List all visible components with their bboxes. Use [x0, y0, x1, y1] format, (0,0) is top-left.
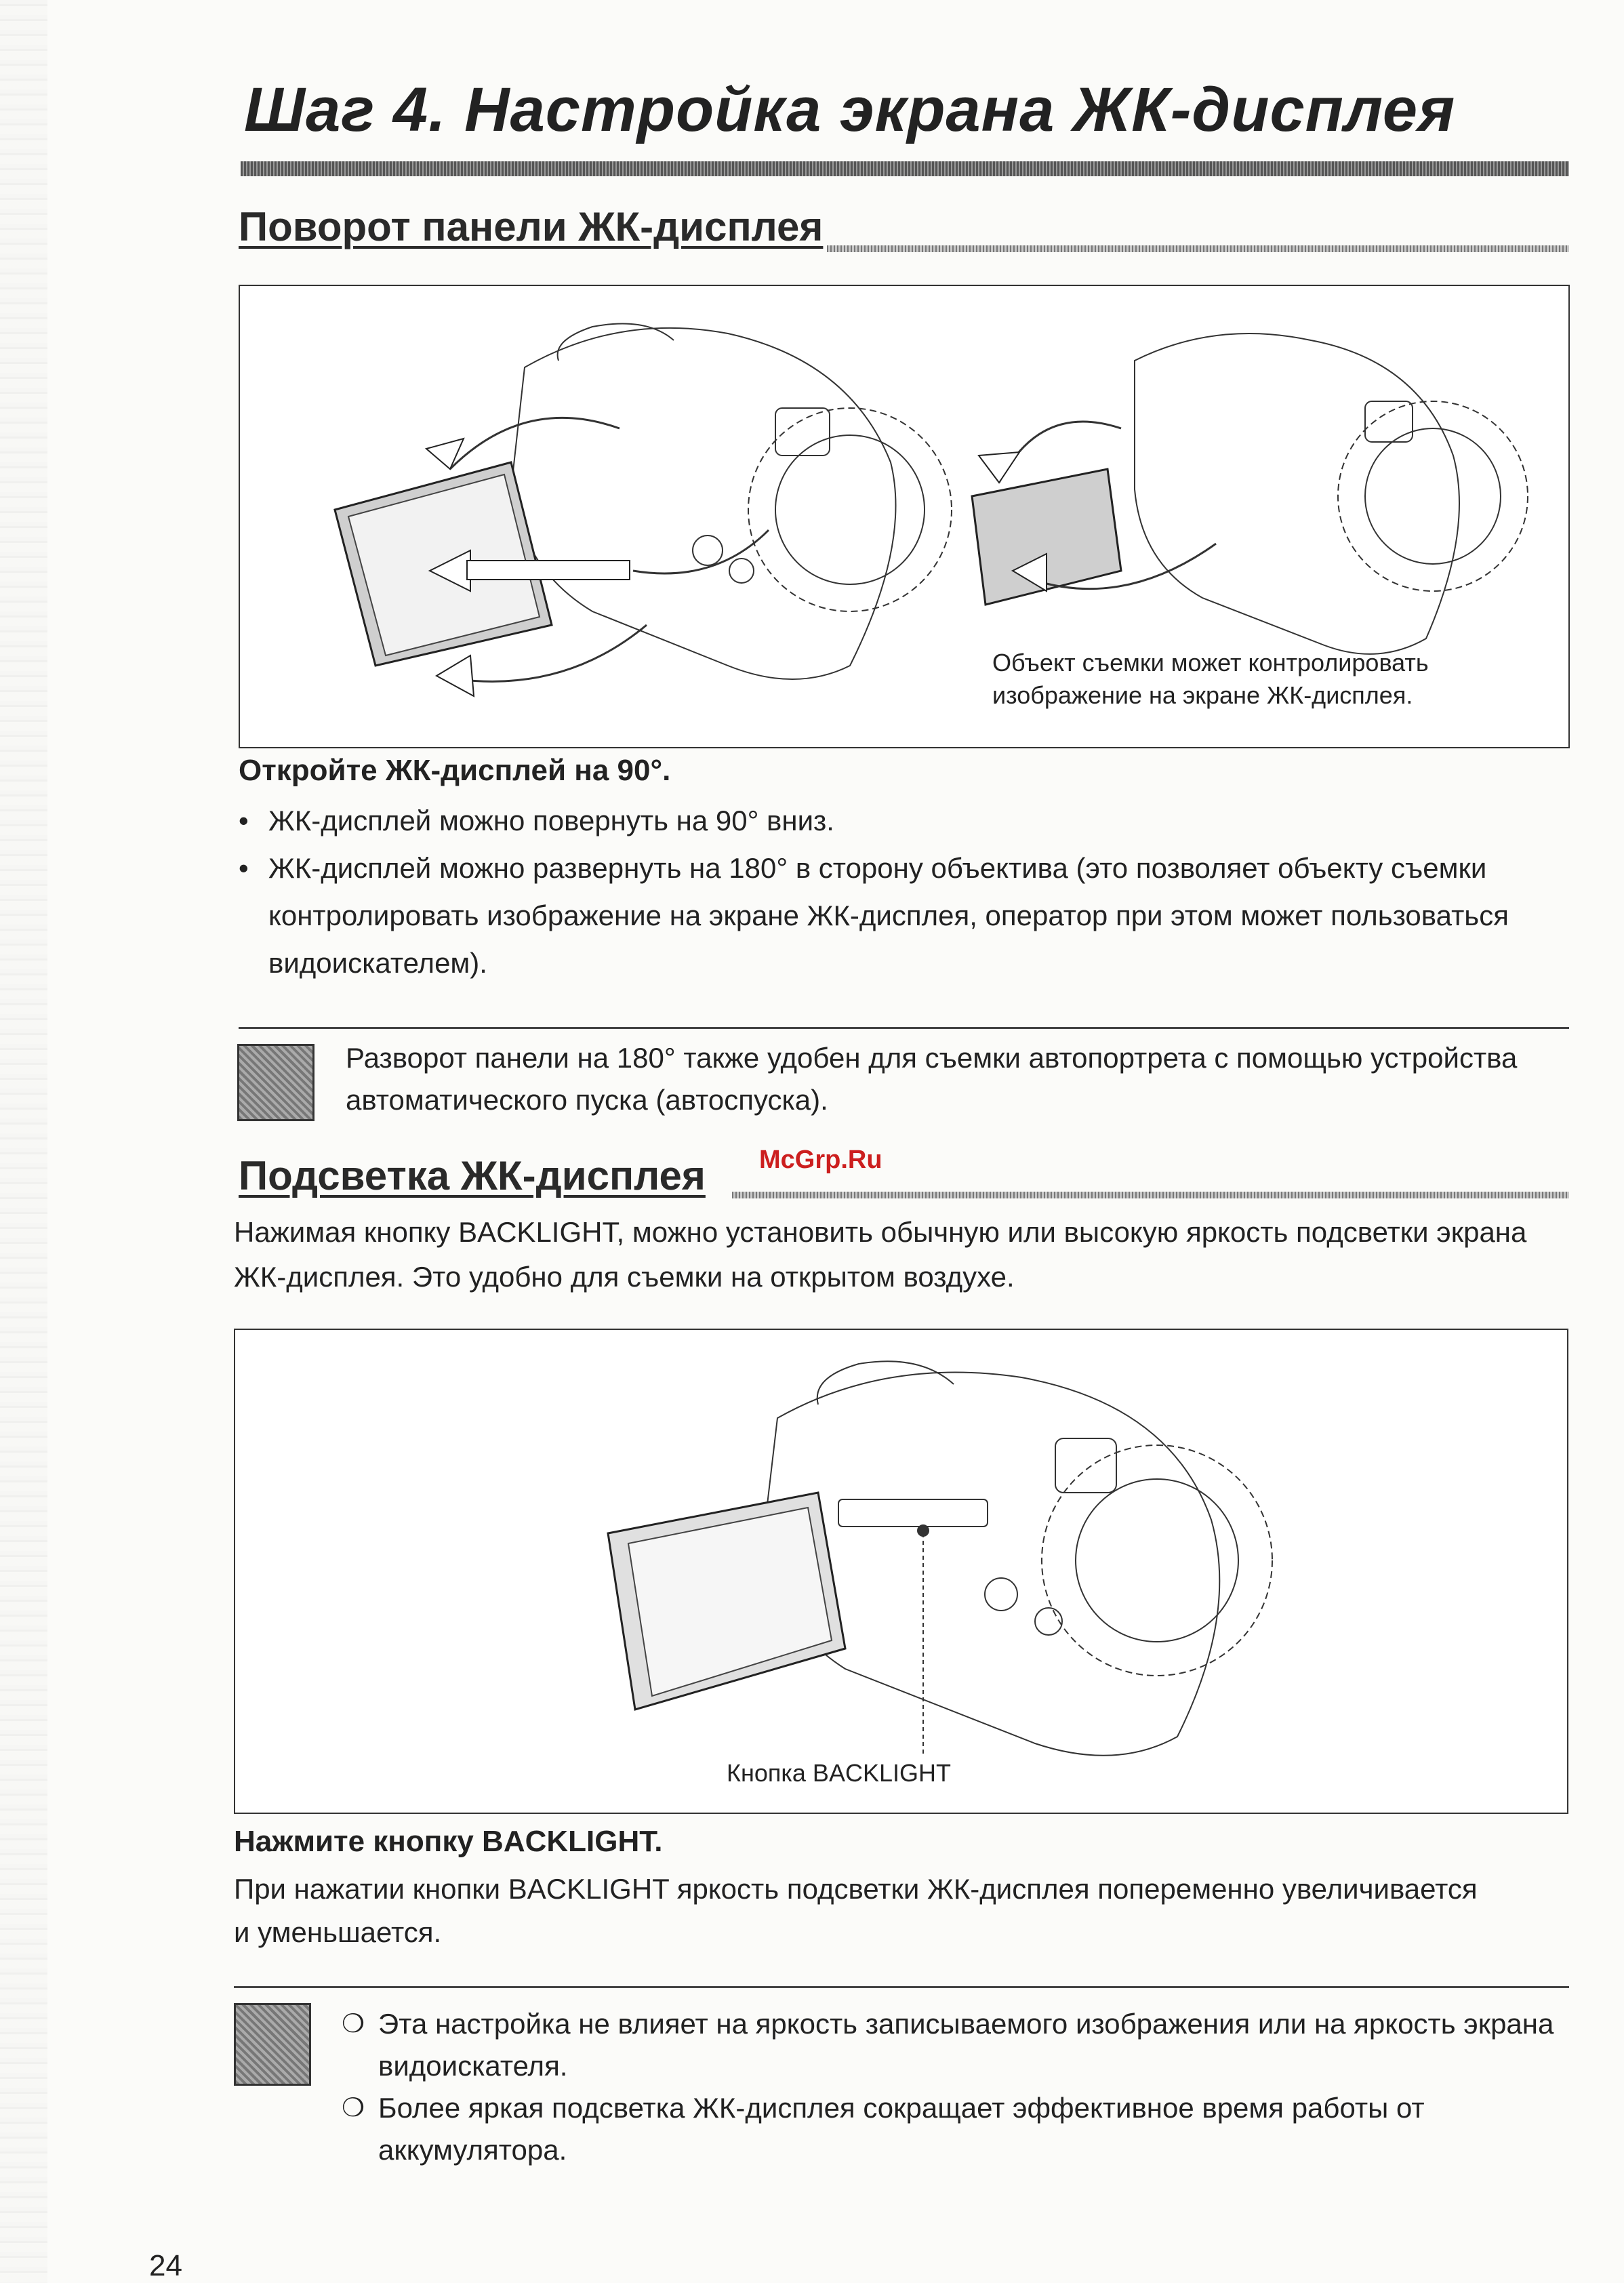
scan-edge	[0, 0, 47, 2283]
list-item: • ЖК-дисплей можно развернуть на 180° в сторону объектива (это позволяет объекту съемки	[268, 845, 1570, 892]
backlight-body	[234, 1867, 1569, 1954]
body-line: и уменьшается.	[234, 1916, 442, 1948]
note-list	[378, 2003, 1571, 2171]
intro-line: Нажимая кнопку BACKLIGHT, можно установить обычную или высокую яркость подсветки экрана	[234, 1216, 1527, 1248]
section-heading-rotate: Поворот панели ЖК-дисплея	[239, 204, 824, 249]
figure-rotate-lcd	[239, 285, 1570, 748]
body-line: При нажатии кнопки BACKLIGHT яркость подсветки ЖК-дисплея попеременно увеличивается	[234, 1873, 1478, 1905]
page-number: 24	[149, 2249, 182, 2282]
note-rule	[234, 1986, 1569, 1988]
note-pencil-icon	[237, 1044, 314, 1121]
camcorder-backlight-illustration	[235, 1330, 1567, 1813]
figure-caption	[992, 647, 1548, 712]
list-item-continuation: видоискателя.	[378, 2050, 568, 2082]
note-line: Разворот панели на 180° также удобен для съемки автопортрета с помощью устройства	[346, 1042, 1518, 1074]
note-pencil-icon	[234, 2003, 311, 2086]
caption-line: изображение на экране ЖК-дисплея.	[992, 681, 1413, 709]
section-heading-backlight: Подсветка ЖК-дисплея	[239, 1153, 706, 1198]
heading-rule	[827, 245, 1569, 252]
figure-caption: Кнопка BACKLIGHT	[727, 1759, 951, 1787]
page-title: Шаг 4. Настройка экрана ЖК-дисплея	[244, 75, 1456, 144]
title-rule	[241, 161, 1569, 176]
list-item-continuation: видоискателем).	[268, 947, 487, 979]
caption-line: Объект съемки может контролировать	[992, 649, 1429, 676]
note-text	[346, 1037, 1566, 1121]
instruction-open-lcd: Откройте ЖК-дисплей на 90°.	[239, 754, 671, 787]
intro-line: ЖК-дисплея. Это удобно для съемки на открытом воздухе.	[234, 1261, 1015, 1293]
list-item: ❍ Эта настройка не влияет на яркость записываемого изображения или на яркость экрана	[378, 2003, 1571, 2045]
instruction-press-backlight: Нажмите кнопку BACKLIGHT.	[234, 1825, 663, 1858]
heading-rule	[732, 1192, 1569, 1198]
note-rule	[239, 1027, 1569, 1029]
list-item: • ЖК-дисплей можно повернуть на 90° вниз.	[268, 797, 1570, 845]
watermark: McGrp.Ru	[759, 1146, 882, 1174]
bullet-list	[268, 797, 1570, 987]
backlight-intro	[234, 1210, 1569, 1299]
figure-backlight	[234, 1329, 1568, 1814]
list-item: ❍ Более яркая подсветка ЖК-дисплея сокращает эффективное время работы от аккумулятора.	[378, 2087, 1571, 2171]
note-line: автоматического пуска (автоспуска).	[346, 1084, 828, 1116]
list-item-continuation: контролировать изображение на экране ЖК-дисплея, оператор при этом может пользоваться	[268, 900, 1509, 931]
